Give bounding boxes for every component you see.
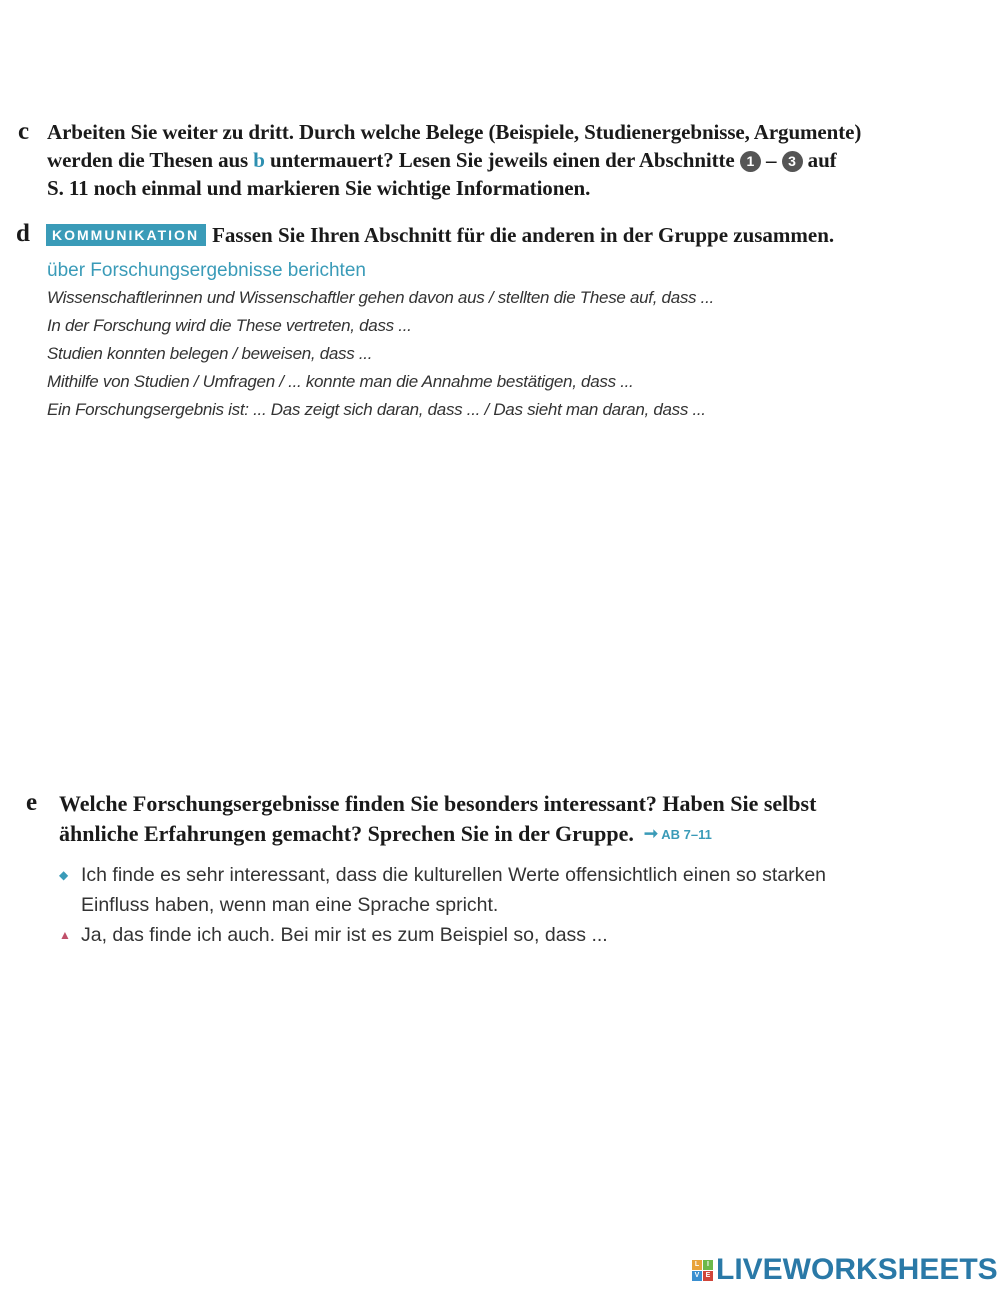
triangle-icon: ▲ <box>59 928 71 942</box>
task-e-letter: e <box>26 789 38 816</box>
dialog-example <box>59 860 979 950</box>
task-d-instruction: KOMMUNIKATION Fassen Sie Ihren Abschnitt für die anderen in der Gruppe zusammen. <box>46 221 986 249</box>
phrase-item: In der Forschung wird die These vertreten, dass ... <box>47 316 412 335</box>
task-e <box>0 789 1000 959</box>
section-1-icon: 1 <box>740 151 761 172</box>
task-d <box>0 220 1000 430</box>
task-c-line2: werden die Thesen aus b untermauert? Lesen Sie jeweils einen der Abschnitte 1 – 3 auf <box>47 148 837 172</box>
task-ref-b: b <box>253 148 265 172</box>
logo-icon: L I V E <box>692 1260 713 1281</box>
dialog-line: ▲ Ja, das finde ich auch. Bei mir ist es zum Beispiel so, dass ... <box>59 920 979 950</box>
task-c-instruction <box>47 118 1000 202</box>
task-e-instruction <box>59 789 989 850</box>
phrase-box <box>47 258 947 424</box>
task-e-line1: Welche Forschungsergebnisse finden Sie besonders interessant? Haben Sie selbst <box>59 791 817 816</box>
phrase-box-title: über Forschungsergebnisse berichten <box>47 260 366 281</box>
phrase-item: Wissenschaftlerinnen und Wissenschaftler gehen davon aus / stellten die These auf, dass ... <box>47 288 714 307</box>
task-d-letter: d <box>16 220 30 247</box>
task-c-line1: Arbeiten Sie weiter zu dritt. Durch welche Belege (Beispiele, Studienergebnisse, Argumente) <box>47 120 862 144</box>
task-c <box>0 118 1000 208</box>
phrase-item: Studien konnten belegen / beweisen, dass ... <box>47 344 373 363</box>
task-c-letter: c <box>18 118 30 145</box>
workbook-reference[interactable]: ➞ AB 7–11 <box>643 824 712 843</box>
liveworksheets-logo[interactable] <box>692 1253 998 1287</box>
phrase-item: Ein Forschungsergebnis ist: ... Das zeigt sich daran, dass ... / Das sieht man daran, dass ... <box>47 400 706 419</box>
phrase-item: Mithilfe von Studien / Umfragen / ... konnte man die Annahme bestätigen, dass ... <box>47 372 634 391</box>
kommunikation-badge: KOMMUNIKATION <box>46 224 206 246</box>
logo-text: LIVEWORKSHEETS <box>716 1253 998 1286</box>
task-e-line2: ähnliche Erfahrungen gemacht? Sprechen Sie in der Gruppe. ➞ AB 7–11 <box>59 821 712 846</box>
diamond-icon: ◆ <box>59 868 69 882</box>
arrow-right-icon: ➞ <box>643 824 659 843</box>
dialog-line: ◆ Ich finde es sehr interessant, dass die kulturellen Werte offensichtlich einen so starken Einfluss haben, wenn man eine Sprache spricht. <box>59 860 979 920</box>
task-c-line3: S. 11 noch einmal und markieren Sie wichtige Informationen. <box>47 176 591 200</box>
section-3-icon: 3 <box>782 151 803 172</box>
